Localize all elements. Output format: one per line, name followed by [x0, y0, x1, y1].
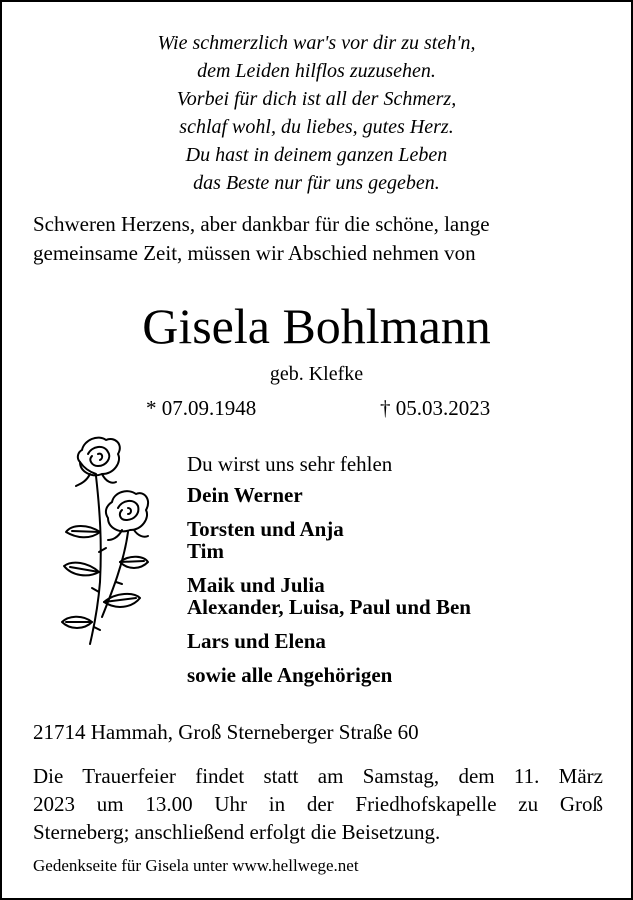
memorial-page-link[interactable]: Gedenkseite für Gisela unter www.hellwege.net — [33, 856, 359, 875]
mourner-name: Maik und Julia — [187, 573, 325, 597]
birth-date: * 07.09.1948 — [146, 396, 257, 420]
family-address: 21714 Hammah, Groß Sterneberger Straße 60 — [33, 720, 419, 744]
mourners-list — [187, 484, 471, 698]
farewell-line: Du wirst uns sehr fehlen — [187, 452, 393, 476]
mourner-group — [187, 630, 471, 652]
mourner-name: Alexander, Luisa, Paul und Ben — [187, 595, 471, 619]
service-line: 2023 um 13.00 Uhr in der Friedhofskapelle zu Groß — [33, 792, 603, 816]
mourner-group — [187, 664, 471, 686]
funeral-service-info — [33, 762, 603, 846]
intro-line: gemeinsame Zeit, müssen wir Abschied nehmen von — [33, 241, 476, 265]
mourner-name: sowie alle Angehörigen — [187, 663, 393, 687]
intro-line: Schweren Herzens, aber dankbar für die schöne, lange — [33, 212, 490, 236]
poem-line: Wie schmerzlich war's vor dir zu steh'n, — [157, 32, 476, 54]
intro-text — [33, 210, 603, 268]
mourner-group — [187, 574, 471, 618]
maiden-name: geb. Klefke — [269, 363, 364, 385]
poem-line: Vorbei für dich ist all der Schmerz, — [176, 88, 457, 110]
mourner-name: Torsten und Anja — [187, 517, 344, 541]
service-line: Sterneberg; anschließend erfolgt die Beisetzung. — [33, 820, 441, 844]
poem-line: Du hast in deinem ganzen Leben — [185, 144, 448, 166]
mourner-name: Lars und Elena — [187, 629, 326, 653]
poem — [0, 29, 633, 197]
poem-line: das Beste nur für uns gegeben. — [193, 172, 440, 194]
poem-line: schlaf wohl, du liebes, gutes Herz. — [179, 116, 454, 138]
mourner-name: Tim — [187, 539, 224, 563]
mourner-group — [187, 518, 471, 562]
death-date: † 05.03.2023 — [380, 396, 491, 420]
poem-line: dem Leiden hilflos zuzusehen. — [197, 60, 436, 82]
deceased-name: Gisela Bohlmann — [142, 298, 491, 354]
service-line: Die Trauerfeier findet statt am Samstag, dem 11. März — [33, 764, 603, 788]
mourner-group — [187, 484, 471, 506]
rose-icon — [42, 432, 182, 652]
mourner-name: Dein Werner — [187, 483, 303, 507]
